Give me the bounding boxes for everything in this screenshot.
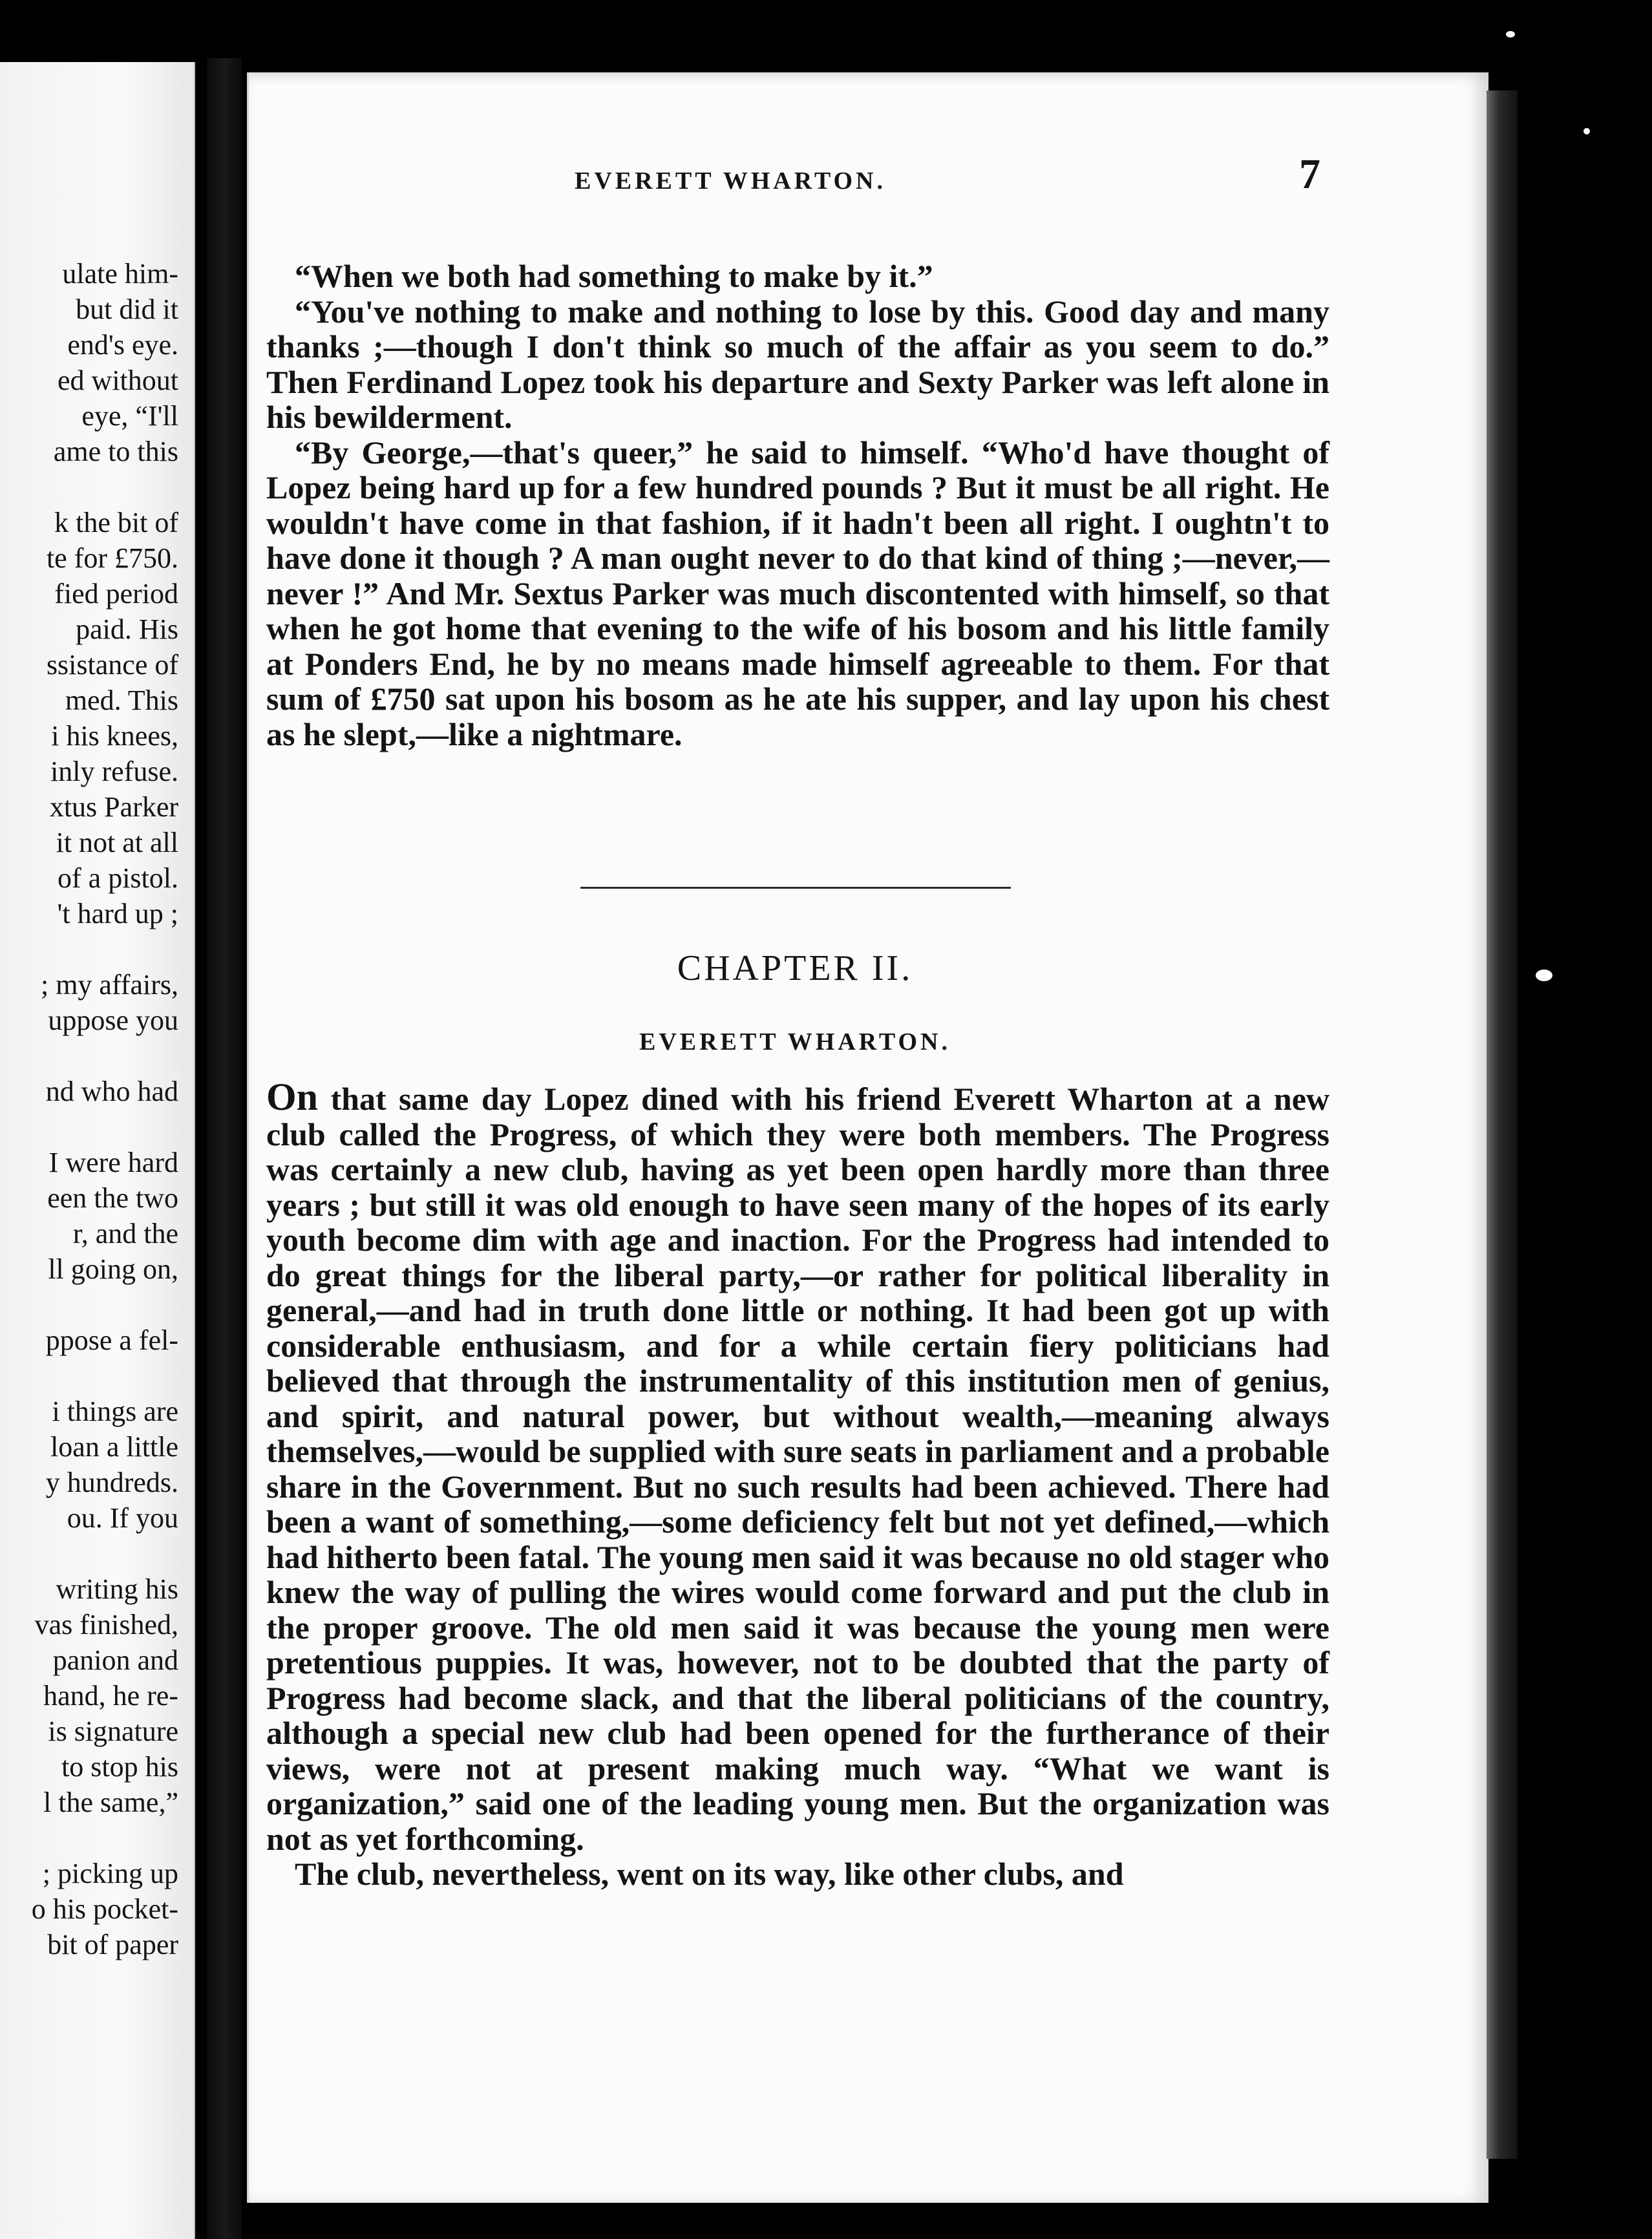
previous-page-line: xtus Parker bbox=[49, 791, 178, 823]
previous-page-line bbox=[0, 469, 178, 505]
previous-page-line: of a pistol. bbox=[58, 862, 178, 894]
previous-page-line: med. This bbox=[65, 684, 178, 716]
book-gutter bbox=[207, 58, 242, 2239]
previous-page-line: ; picking up bbox=[42, 1858, 178, 1889]
previous-page-line: end's eye. bbox=[67, 329, 178, 361]
previous-page-fragment bbox=[0, 62, 195, 2239]
previous-page-line: ou. If you bbox=[67, 1502, 178, 1534]
chapter-title: CHAPTER II. bbox=[677, 948, 913, 988]
page-edge-shadow bbox=[1487, 90, 1518, 2159]
previous-page-line: y hundreds. bbox=[45, 1467, 178, 1498]
previous-page-line: ed without bbox=[58, 365, 178, 396]
previous-page-line: nd who had bbox=[45, 1076, 178, 1107]
text-block-top bbox=[266, 259, 1329, 752]
page-number: 7 bbox=[1299, 151, 1320, 198]
previous-page-line: uppose you bbox=[48, 1004, 178, 1036]
previous-page-line: r, and the bbox=[72, 1218, 178, 1249]
previous-page-line bbox=[0, 1820, 178, 1856]
previous-page-line: o his pocket- bbox=[31, 1893, 178, 1925]
text-block-chapter bbox=[266, 1076, 1329, 1892]
paragraph-body: that same day Lopez dined with his friend Everett Wharton at a new club called the Progress, of which they were both members. The Progress was certainly a new club, having as yet been open hardly more than three years ; but still it was old enough to have seen many of the hopes of its early youth become dim with age and inaction. For the Progress had intended to do great things for the liberal party,—or rather for political liberality in general,—and had in truth done little or nothing. It had been got up with considerable enthusiasm, and for a while certain fiery politicians had believed that through the instrumentality of this institution men of genius, and spirit, and natural power, but without wealth,—meaning always themselves,—would be supplied with sure seats in parliament and a probable share in the Government. But no such results had been achieved. There had been a want of something,—some deficiency felt but not yet defined,—which had hitherto been fatal. The young men said it was because no old stager who knew the way of pulling the wires would come forward and put the club in the proper groove. The old men said it was because the young men were pretentious puppies. It was, however, not to be doubted that the party of Progress had become slack, and that the liberal politicians of the country, although a special new club had been opened for the furtherance of their views, were not at present making much way. “What we want is organization,” said one of the leading young men. But the organization was not as yet forthcoming. bbox=[266, 1081, 1329, 1857]
previous-page-line: it not at all bbox=[56, 827, 178, 858]
previous-page-line bbox=[0, 1038, 178, 1074]
scan-speck bbox=[1506, 31, 1515, 37]
previous-page-line: i his knees, bbox=[51, 720, 178, 752]
previous-page-line: ppose a fel- bbox=[45, 1324, 178, 1356]
previous-page-line: 't hard up ; bbox=[57, 898, 178, 929]
previous-page-line bbox=[0, 1536, 178, 1571]
previous-page-line: ssistance of bbox=[46, 649, 178, 681]
previous-page-line: eye, “I'll bbox=[81, 400, 178, 432]
previous-page-line: i things are bbox=[52, 1395, 178, 1427]
previous-page-line: paid. His bbox=[76, 613, 178, 645]
previous-page-line: een the two bbox=[47, 1182, 178, 1214]
previous-page-line: l the same,” bbox=[43, 1787, 178, 1818]
previous-page-line: fied period bbox=[54, 578, 178, 610]
previous-page-line: writing his bbox=[56, 1573, 178, 1605]
previous-page-line: loan a little bbox=[50, 1431, 178, 1463]
previous-page-line: ame to this bbox=[53, 436, 178, 467]
paragraph: “By George,—that's queer,” he said to himself. “Who'd have thought of Lopez being hard up for a few hundred pounds ? But it must be all right. He wouldn't have come in that fashion, if it hadn't been all right. I oughtn't to have done it though ? A man ought never to do that kind of thing ;—never,—never !” And Mr. Sextus Parker was much discontented with himself, so that when he got home that evening to the wife of his bosom and his little family at Ponders End, he by no means made himself agreeable to them. For that sum of £750 sat upon his bosom as he ate his supper, and lay upon his chest as he slept,—like a nightmare. bbox=[266, 434, 1329, 752]
previous-page-line: hand, he re- bbox=[43, 1680, 178, 1712]
section-divider bbox=[580, 887, 1011, 889]
previous-page-line: ulate him- bbox=[62, 258, 178, 290]
previous-page-line: to stop his bbox=[61, 1751, 178, 1783]
previous-page-line: panion and bbox=[52, 1644, 178, 1676]
scan-speck bbox=[1583, 128, 1590, 134]
scan-speck bbox=[1536, 970, 1552, 981]
previous-page-line bbox=[0, 931, 178, 967]
previous-page-line bbox=[0, 1287, 178, 1322]
previous-page-line: but did it bbox=[76, 293, 178, 325]
previous-page-line: bit of paper bbox=[47, 1929, 178, 1960]
paragraph: The club, nevertheless, went on its way, like other clubs, and bbox=[295, 1856, 1124, 1892]
previous-page-line: inly refuse. bbox=[50, 756, 178, 787]
chapter-opening-paragraph bbox=[266, 1076, 1329, 1857]
previous-page-line: vas finished, bbox=[34, 1609, 178, 1640]
previous-page-line: k the bit of bbox=[54, 507, 178, 538]
chapter-subtitle: EVERETT WHARTON. bbox=[639, 1028, 951, 1056]
previous-page-line bbox=[0, 1358, 178, 1394]
previous-page-text bbox=[0, 256, 178, 1962]
paragraph: “When we both had something to make by it.” bbox=[295, 258, 933, 294]
previous-page-line: is signature bbox=[48, 1715, 178, 1747]
paragraph: “You've nothing to make and nothing to lose by this. Good day and many thanks ;—though I don't think so much of the affair as you seem to do.” Then Ferdinand Lopez took his departure and Sexty Parker was left alone in his bewilderment. bbox=[266, 293, 1329, 435]
previous-page-line: ll going on, bbox=[48, 1253, 178, 1285]
running-head: EVERETT WHARTON. bbox=[574, 167, 886, 195]
previous-page-line: I were hard bbox=[48, 1147, 178, 1178]
previous-page-line bbox=[0, 1109, 178, 1145]
drop-word: On bbox=[266, 1076, 319, 1118]
previous-page-line: te for £750. bbox=[46, 542, 178, 574]
previous-page-line: ; my affairs, bbox=[40, 969, 178, 1001]
